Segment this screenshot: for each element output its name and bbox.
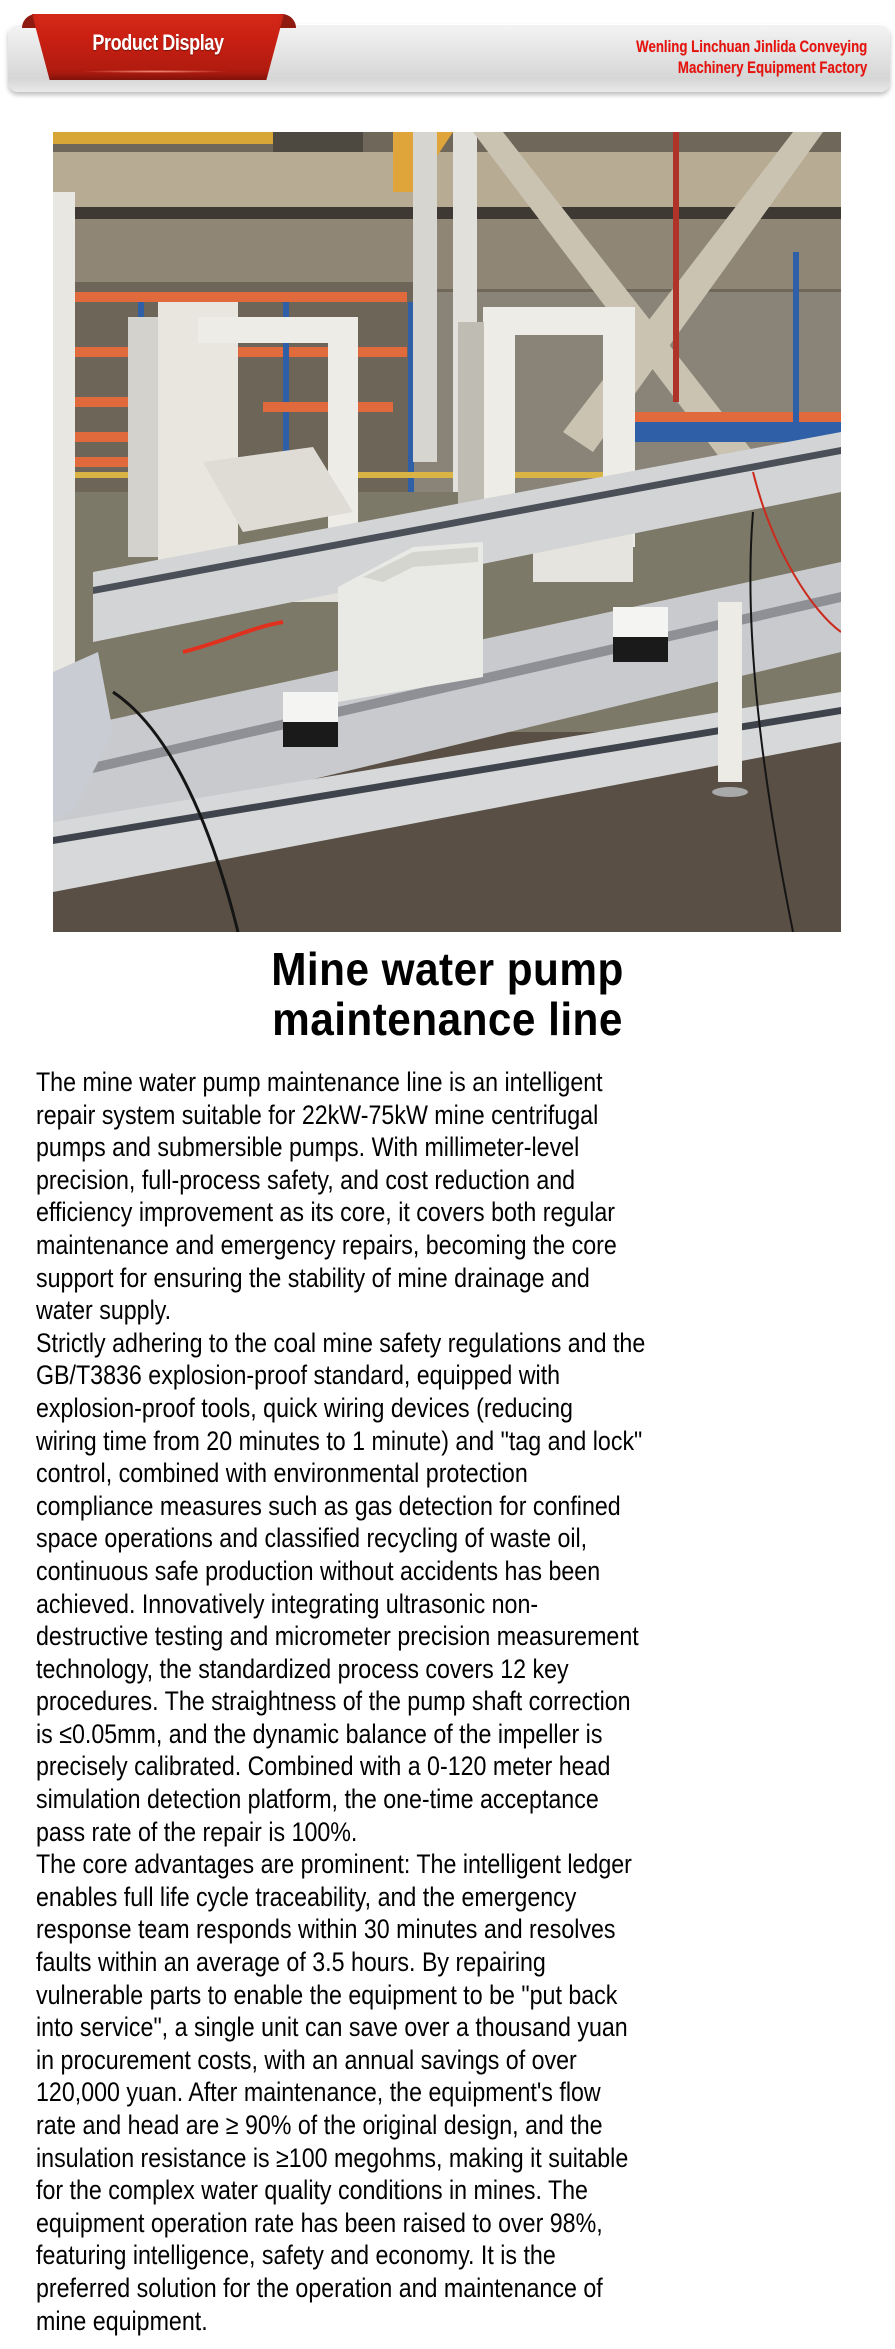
paragraph-line: insulation resistance is ≥100 megohms, making it suitable <box>36 2142 629 2173</box>
product-photo <box>53 132 841 932</box>
paragraph-line: simulation detection platform, the one-time acceptance <box>36 1784 599 1815</box>
paragraph-line: Strictly adhering to the coal mine safety regulations and the <box>36 1327 646 1358</box>
paragraph-line: achieved. Innovatively integrating ultrasonic non- <box>36 1588 539 1619</box>
paragraph-line: explosion-proof tools, quick wiring devices (reducing <box>36 1392 573 1423</box>
paragraph-line: rate and head are ≥ 90% of the original design, and the <box>36 2110 603 2140</box>
paragraph-line: for the complex water quality conditions in mines. The <box>36 2175 588 2206</box>
paragraph-line: The mine water pump maintenance line is an intelligent <box>36 1067 603 1097</box>
paragraph-line: response team responds within 30 minutes and resolves <box>36 1914 616 1945</box>
paragraph-line: efficiency improvement as its core, it covers both regular <box>36 1197 616 1228</box>
title-line2: maintenance line <box>272 993 623 1045</box>
company-name <box>636 36 867 78</box>
paragraph-line: The core advantages are prominent: The intelligent ledger <box>36 1849 632 1880</box>
paragraph-line: GB/T3836 explosion-proof standard, equipped with <box>36 1360 561 1391</box>
title-line1: Mine water pump <box>271 943 624 995</box>
paragraph-line: pumps and submersible pumps. With millimeter-level <box>36 1132 580 1163</box>
paragraph-line: 120,000 yuan. After maintenance, the equipment's flow <box>36 2077 601 2108</box>
paragraph-line: faults within an average of 3.5 hours. By repairing <box>36 1947 546 1978</box>
paragraph-line: procedures. The straightness of the pump shaft correction <box>36 1686 631 1717</box>
paragraph-line: is ≤0.05mm, and the dynamic balance of the impeller is <box>36 1718 603 1749</box>
company-name-line2: Machinery Equipment Factory <box>677 58 867 77</box>
paragraph-line: pass rate of the repair is 100%. <box>36 1816 358 1847</box>
paragraph-line: precision, full-process safety, and cost reduction and <box>36 1164 576 1195</box>
paragraph-line: precisely calibrated. Combined with a 0-120 meter head <box>36 1751 611 1782</box>
paragraph-line: repair system suitable for 22kW-75kW mine centrifugal <box>36 1099 599 1130</box>
paragraph-line: vulnerable parts to enable the equipment to be "put back <box>36 1979 618 2010</box>
paragraph-line: destructive testing and micrometer precision measurement <box>36 1621 639 1652</box>
paragraph-line: mine equipment. <box>36 2305 208 2336</box>
paragraph-line: into service", a single unit can save over a thousand yuan <box>36 2012 628 2043</box>
paragraph-line: maintenance and emergency repairs, becoming the core <box>36 1229 617 1260</box>
description-paragraph <box>36 1327 886 1849</box>
paragraph-line: in procurement costs, with an annual savings of over <box>36 2044 577 2075</box>
paragraph-line: preferred solution for the operation and maintenance of <box>36 2272 603 2303</box>
paragraph-line: wiring time from 20 minutes to 1 minute) and "tag and lock" <box>36 1425 643 1456</box>
description-paragraph <box>36 1848 886 2337</box>
paragraph-line: featuring intelligence, safety and economy. It is the <box>36 2240 556 2271</box>
description-text <box>36 1066 886 2337</box>
page-title <box>0 944 895 1044</box>
paragraph-line: continuous safe production without accidents has been <box>36 1555 601 1586</box>
paragraph-line: equipment operation rate has been raised to over 98%, <box>36 2207 603 2238</box>
description-paragraph <box>36 1066 886 1327</box>
product-display-header <box>0 0 895 110</box>
ribbon-shine <box>80 70 230 73</box>
paragraph-line: compliance measures such as gas detection for confined <box>36 1490 621 1521</box>
company-name-line1: Wenling Linchuan Jinlida Conveying <box>635 37 867 56</box>
paragraph-line: water supply. <box>36 1295 172 1326</box>
paragraph-line: support for ensuring the stability of mine drainage and <box>36 1262 590 1293</box>
paragraph-line: enables full life cycle traceability, and the emergency <box>36 1881 577 1912</box>
paragraph-line: space operations and classified recycling of waste oil, <box>36 1523 588 1554</box>
paragraph-line: technology, the standardized process covers 12 key <box>36 1653 569 1684</box>
ribbon-label: Product Display <box>92 30 224 55</box>
paragraph-line: control, combined with environmental protection <box>36 1458 528 1489</box>
